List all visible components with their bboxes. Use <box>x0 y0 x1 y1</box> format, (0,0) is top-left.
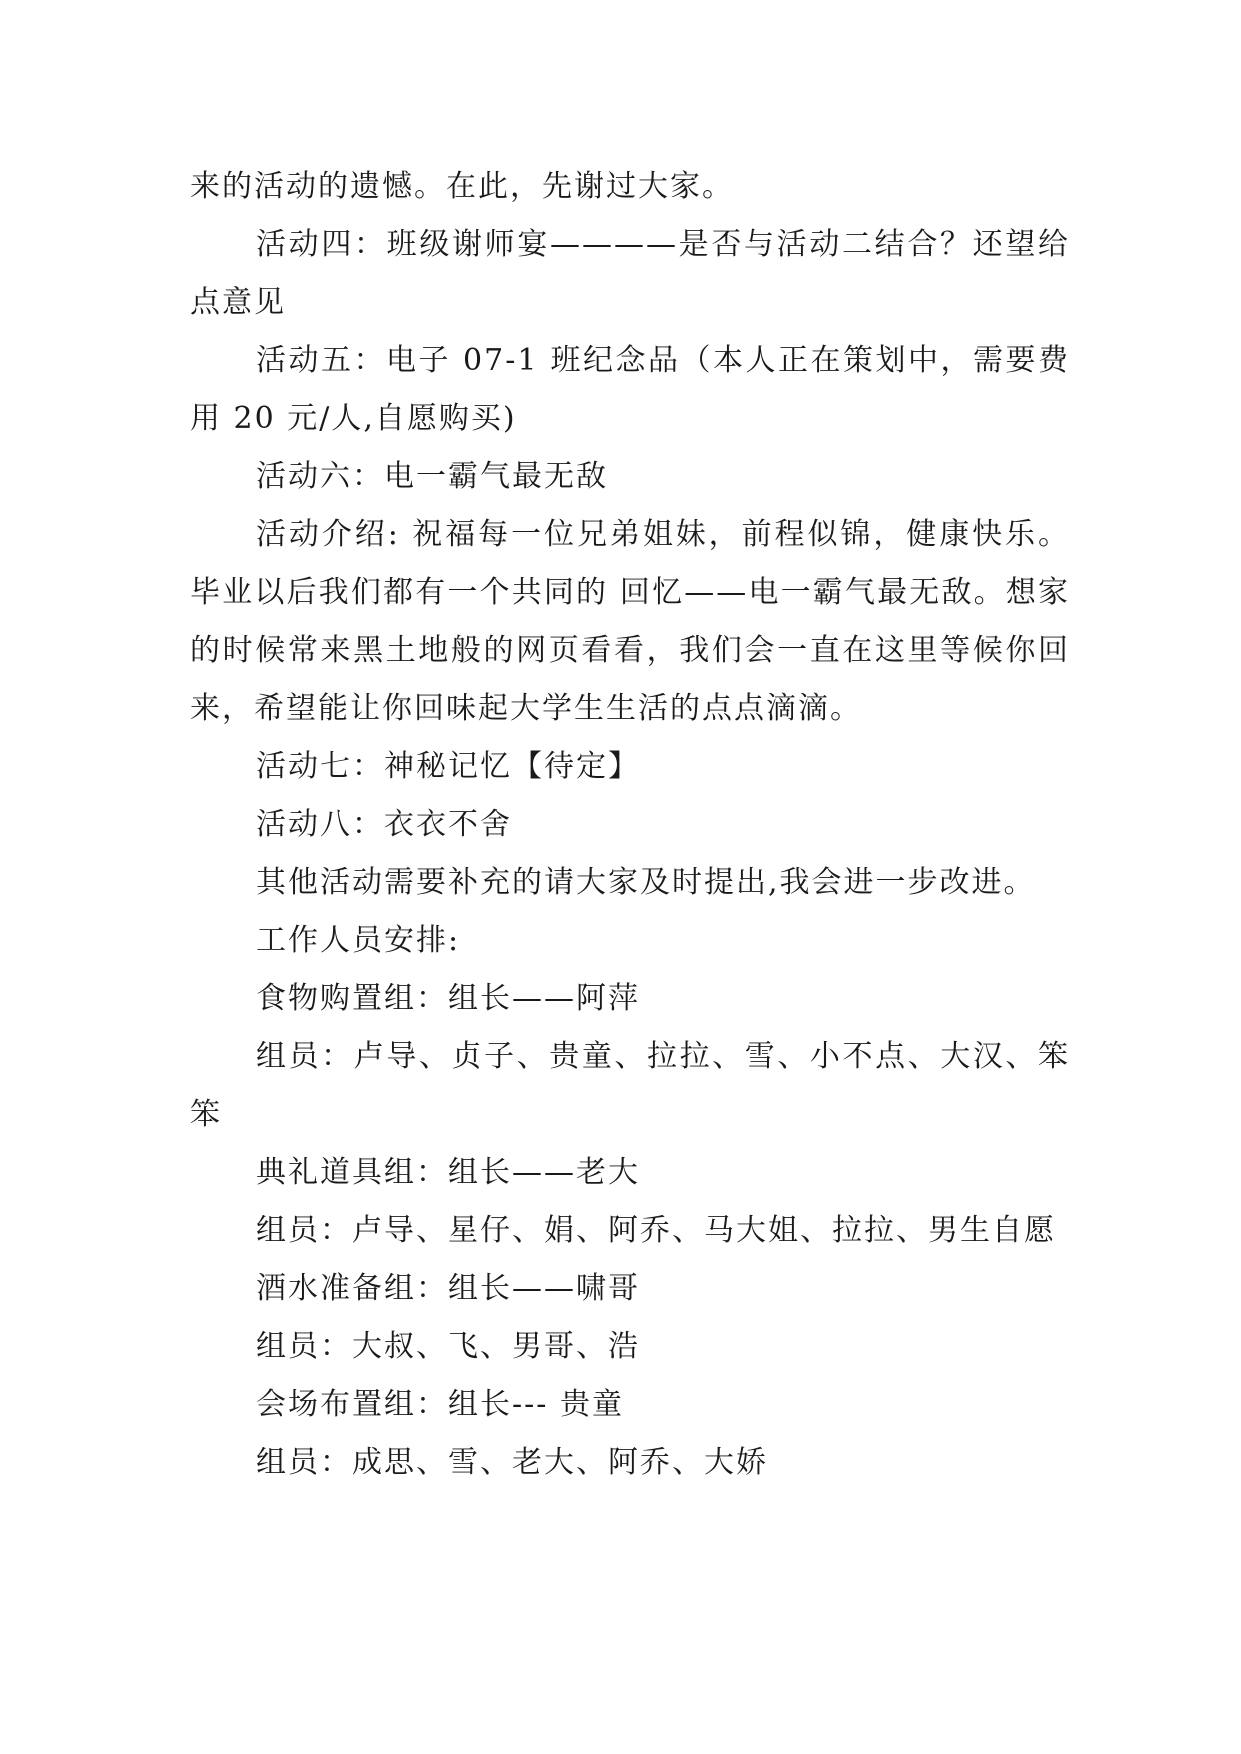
paragraph-food-group-members: 组员：卢导、贞子、贵童、拉拉、雪、小不点、大汉、笨笨 <box>190 1039 1070 1132</box>
paragraph-food-group-leader: 食物购置组：组长——阿萍 <box>256 981 640 1016</box>
paragraph-drinks-group-leader: 酒水准备组：组长——啸哥 <box>256 1271 640 1306</box>
paragraph-venue-group-leader: 会场布置组：组长--- 贵童 <box>256 1387 624 1422</box>
document-body <box>190 158 1070 1492</box>
paragraph-activity-five: 活动五：电子 07-1 班纪念品（本人正在策划中，需要费用 20 元/人,自愿购买) <box>190 343 1070 436</box>
paragraph-activity-four: 活动四：班级谢师宴————是否与活动二结合？还望给点意见 <box>190 227 1070 320</box>
paragraph-venue-group-members: 组员：成思、雪、老大、阿乔、大娇 <box>256 1445 768 1480</box>
paragraph-staff-heading: 工作人员安排: <box>256 923 461 958</box>
paragraph-other-activities: 其他活动需要补充的请大家及时提出,我会进一步改进。 <box>256 865 1036 900</box>
paragraph-activity-seven: 活动七：神秘记忆【待定】 <box>256 749 640 784</box>
paragraph-props-group-members: 组员：卢导、星仔、娟、阿乔、马大姐、拉拉、男生自愿 <box>256 1213 1056 1248</box>
paragraph-continuation: 来的活动的遗憾。在此，先谢过大家。 <box>190 169 734 204</box>
paragraph-activity-intro: 活动介绍: 祝福每一位兄弟姐妹，前程似锦，健康快乐。毕业以后我们都有一个共同的 回忆——电一霸气最无敌。想家的时候常来黑土地般的网页看看，我们会一直在这里等候你回来，希望能让你回味起大学生生活的点点滴滴。 <box>190 517 1070 726</box>
paragraph-activity-eight: 活动八：衣衣不舍 <box>256 807 512 842</box>
paragraph-props-group-leader: 典礼道具组：组长——老大 <box>256 1155 640 1190</box>
paragraph-drinks-group-members: 组员：大叔、飞、男哥、浩 <box>256 1329 640 1364</box>
paragraph-activity-six: 活动六：电一霸气最无敌 <box>256 459 608 494</box>
